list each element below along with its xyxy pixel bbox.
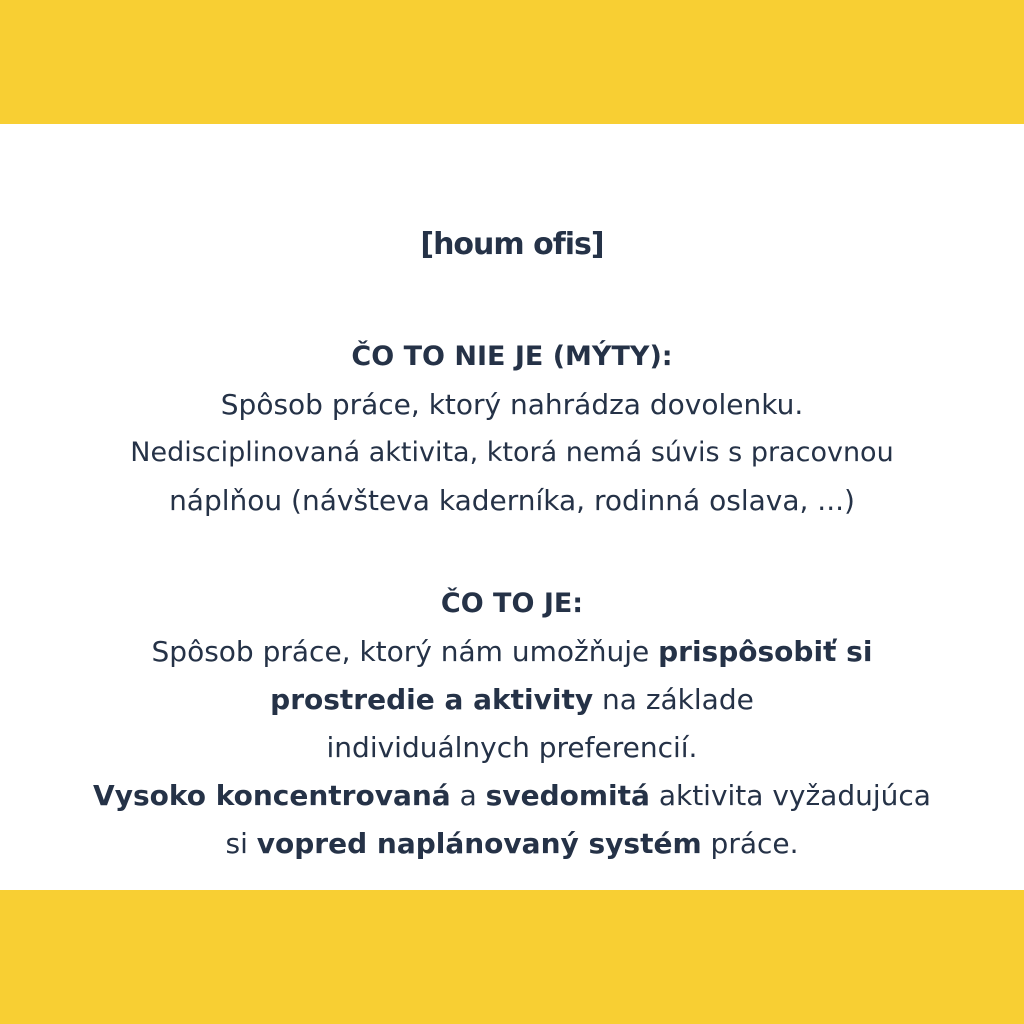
truth-line-2	[0, 676, 1024, 724]
truth-section	[0, 580, 1024, 868]
truth-line-5-text-a: si	[225, 827, 257, 860]
truth-line-1-text: Spôsob práce, ktorý nám umožňuje	[151, 635, 659, 668]
truth-heading: ČO TO JE:	[440, 588, 584, 619]
truth-line-5-emphasis: vopred naplánovaný systém	[256, 827, 702, 860]
bottom-yellow-band	[0, 890, 1024, 1024]
truth-line-2-text: na základe	[593, 683, 754, 716]
myths-line-1: Spôsob práce, ktorý nahrádza dovolenku.	[220, 388, 804, 421]
truth-line-4-emphasis-b: svedomitá	[485, 779, 650, 812]
truth-line-2-emphasis: prostredie a aktivity	[270, 683, 594, 716]
truth-line-5-text-b: práce.	[701, 827, 799, 860]
truth-line-4	[0, 772, 1024, 820]
truth-line-1-emphasis: prispôsobiť si	[658, 635, 873, 668]
myths-section	[0, 333, 1024, 525]
truth-line-4-emphasis-a: Vysoko koncentrovaná	[93, 779, 451, 812]
page-title: [houm ofis]	[420, 227, 604, 262]
myths-line-3: náplňou (návšteva kaderníka, rodinná oslava, ...)	[169, 484, 855, 517]
truth-line-4-text-a: a	[450, 779, 486, 812]
truth-line-3: individuálnych preferencií.	[326, 731, 698, 764]
top-yellow-band	[0, 0, 1024, 124]
myths-line-2: Nedisciplinovaná aktivita, ktorá nemá súvis s pracovnou	[130, 437, 894, 468]
truth-line-5	[0, 820, 1024, 868]
myths-heading: ČO TO NIE JE (MÝTY):	[351, 341, 673, 372]
truth-line-1	[0, 628, 1024, 676]
truth-line-4-text-b: aktivita vyžadujúca	[649, 779, 931, 812]
